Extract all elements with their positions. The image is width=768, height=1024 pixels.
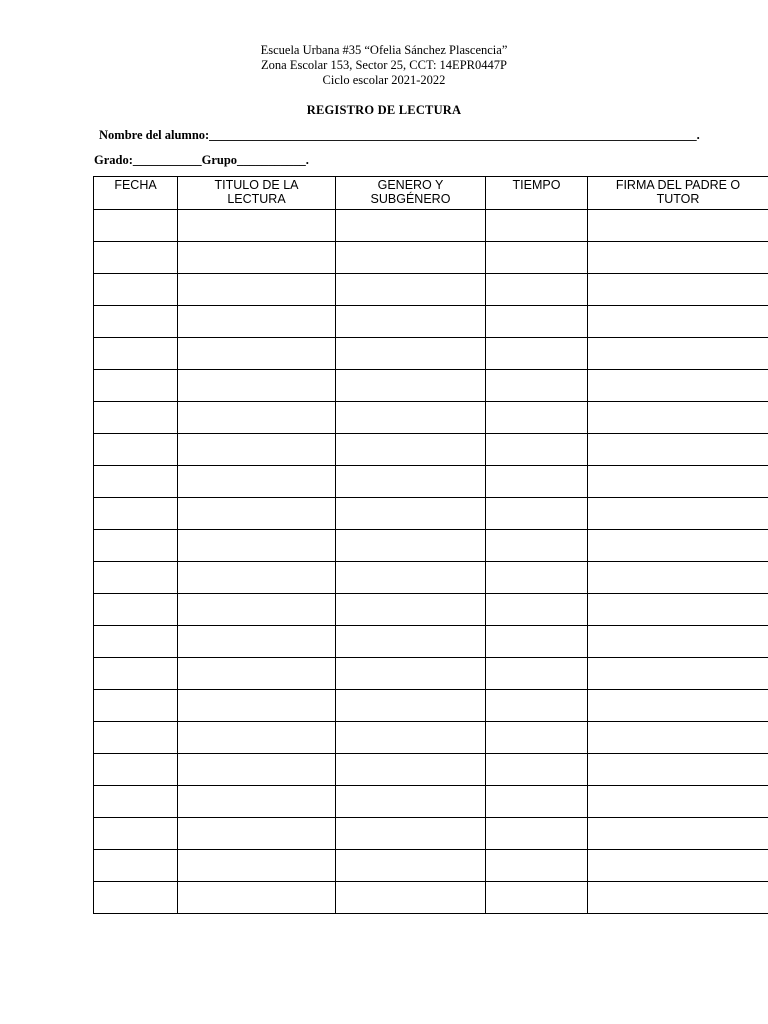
student-name-field: Nombre del alumno:______________________________________________________________________________. (99, 128, 700, 142)
fecha-cell (94, 274, 178, 306)
genero-cell (336, 402, 486, 434)
tiempo-cell (486, 722, 588, 754)
fecha-cell (94, 754, 178, 786)
fecha-cell (94, 626, 178, 658)
table-row (94, 754, 768, 786)
column-header-titulo: TITULO DE LA LECTURA (178, 177, 336, 210)
fecha-cell (94, 594, 178, 626)
titulo-cell (178, 754, 336, 786)
fecha-cell (94, 434, 178, 466)
titulo-cell (178, 242, 336, 274)
titulo-cell (178, 722, 336, 754)
genero-cell (336, 754, 486, 786)
table-row (94, 370, 768, 402)
genero-cell (336, 434, 486, 466)
firma-cell (588, 626, 768, 658)
genero-cell (336, 242, 486, 274)
titulo-cell (178, 818, 336, 850)
tiempo-cell (486, 626, 588, 658)
fecha-cell (94, 242, 178, 274)
genero-cell (336, 882, 486, 914)
tiempo-cell (486, 210, 588, 242)
document-title: REGISTRO DE LECTURA (306, 103, 462, 117)
firma-cell (588, 658, 768, 690)
titulo-cell (178, 370, 336, 402)
school-zone: Zona Escolar 153, Sector 25, CCT: 14EPR0447P (261, 58, 507, 72)
firma-cell (588, 498, 768, 530)
table-row (94, 530, 768, 562)
fecha-cell (94, 370, 178, 402)
fecha-cell (94, 818, 178, 850)
firma-cell (588, 210, 768, 242)
genero-cell (336, 626, 486, 658)
genero-cell (336, 850, 486, 882)
tiempo-cell (486, 658, 588, 690)
titulo-cell (178, 530, 336, 562)
genero-cell (336, 370, 486, 402)
firma-cell (588, 466, 768, 498)
fecha-cell (94, 210, 178, 242)
fecha-cell (94, 306, 178, 338)
fecha-cell (94, 722, 178, 754)
tiempo-cell (486, 434, 588, 466)
fecha-cell (94, 786, 178, 818)
table-row (94, 210, 768, 242)
tiempo-cell (486, 274, 588, 306)
reading-register-table (93, 176, 768, 914)
tiempo-cell (486, 594, 588, 626)
table-header-row (94, 177, 768, 210)
table-row (94, 818, 768, 850)
tiempo-cell (486, 402, 588, 434)
genero-cell (336, 466, 486, 498)
genero-cell (336, 498, 486, 530)
titulo-cell (178, 658, 336, 690)
firma-cell (588, 594, 768, 626)
fecha-cell (94, 690, 178, 722)
firma-cell (588, 530, 768, 562)
titulo-cell (178, 562, 336, 594)
fecha-cell (94, 402, 178, 434)
fecha-cell (94, 882, 178, 914)
titulo-cell (178, 402, 336, 434)
firma-cell (588, 786, 768, 818)
tiempo-cell (486, 786, 588, 818)
tiempo-cell (486, 242, 588, 274)
genero-cell (336, 562, 486, 594)
firma-cell (588, 242, 768, 274)
tiempo-cell (486, 338, 588, 370)
table-row (94, 626, 768, 658)
table-row (94, 338, 768, 370)
table-row (94, 498, 768, 530)
titulo-cell (178, 466, 336, 498)
genero-cell (336, 594, 486, 626)
fecha-cell (94, 466, 178, 498)
firma-cell (588, 882, 768, 914)
table-row (94, 722, 768, 754)
table-row (94, 882, 768, 914)
titulo-cell (178, 274, 336, 306)
table-row (94, 434, 768, 466)
fecha-cell (94, 530, 178, 562)
table-row (94, 306, 768, 338)
titulo-cell (178, 210, 336, 242)
column-header-fecha: FECHA (94, 177, 178, 210)
genero-cell (336, 722, 486, 754)
fecha-cell (94, 658, 178, 690)
genero-cell (336, 658, 486, 690)
school-name: Escuela Urbana #35 “Ofelia Sánchez Plascencia” (260, 43, 508, 57)
school-cycle: Ciclo escolar 2021-2022 (322, 73, 446, 87)
tiempo-cell (486, 306, 588, 338)
firma-cell (588, 370, 768, 402)
table-row (94, 786, 768, 818)
grade-group-field: Grado:___________Grupo___________. (94, 153, 309, 167)
genero-cell (336, 306, 486, 338)
fecha-cell (94, 338, 178, 370)
titulo-cell (178, 338, 336, 370)
titulo-cell (178, 626, 336, 658)
table-row (94, 658, 768, 690)
firma-cell (588, 722, 768, 754)
table-body (94, 210, 768, 914)
titulo-cell (178, 434, 336, 466)
firma-cell (588, 690, 768, 722)
firma-cell (588, 402, 768, 434)
titulo-cell (178, 306, 336, 338)
genero-cell (336, 530, 486, 562)
genero-cell (336, 210, 486, 242)
table-row (94, 690, 768, 722)
firma-cell (588, 850, 768, 882)
titulo-cell (178, 882, 336, 914)
table-row (94, 242, 768, 274)
tiempo-cell (486, 690, 588, 722)
firma-cell (588, 818, 768, 850)
tiempo-cell (486, 370, 588, 402)
firma-cell (588, 754, 768, 786)
genero-cell (336, 338, 486, 370)
table-row (94, 562, 768, 594)
titulo-cell (178, 690, 336, 722)
tiempo-cell (486, 818, 588, 850)
tiempo-cell (486, 498, 588, 530)
column-header-tiempo: TIEMPO (486, 177, 588, 210)
firma-cell (588, 338, 768, 370)
firma-cell (588, 274, 768, 306)
titulo-cell (178, 786, 336, 818)
genero-cell (336, 274, 486, 306)
table-row (94, 466, 768, 498)
genero-cell (336, 818, 486, 850)
tiempo-cell (486, 882, 588, 914)
firma-cell (588, 562, 768, 594)
firma-cell (588, 306, 768, 338)
table-row (94, 402, 768, 434)
table-row (94, 274, 768, 306)
titulo-cell (178, 594, 336, 626)
tiempo-cell (486, 562, 588, 594)
column-header-firma: FIRMA DEL PADRE O TUTOR (588, 177, 768, 210)
fecha-cell (94, 850, 178, 882)
genero-cell (336, 786, 486, 818)
tiempo-cell (486, 850, 588, 882)
table-row (94, 594, 768, 626)
column-header-genero: GENERO Y SUBGÉNERO (336, 177, 486, 210)
fecha-cell (94, 498, 178, 530)
fecha-cell (94, 562, 178, 594)
titulo-cell (178, 498, 336, 530)
titulo-cell (178, 850, 336, 882)
table-row (94, 850, 768, 882)
tiempo-cell (486, 466, 588, 498)
genero-cell (336, 690, 486, 722)
firma-cell (588, 434, 768, 466)
document-header (0, 43, 768, 88)
tiempo-cell (486, 754, 588, 786)
tiempo-cell (486, 530, 588, 562)
